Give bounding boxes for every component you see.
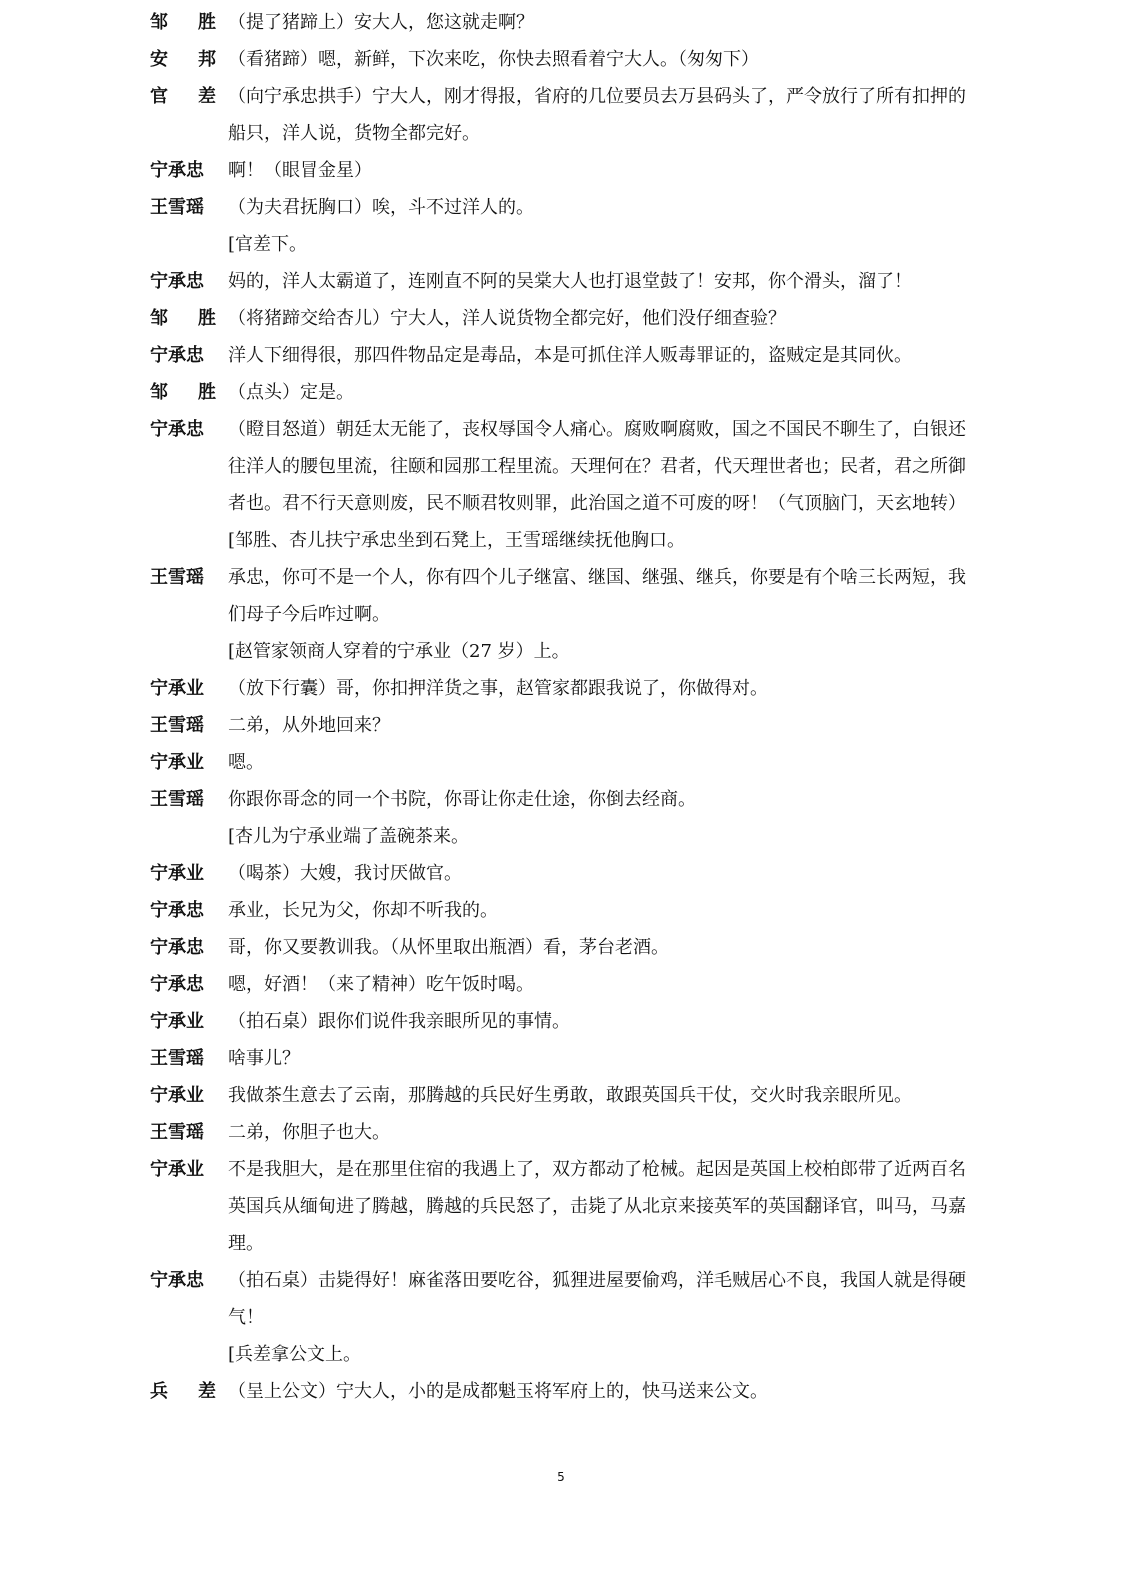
dialogue-line [150,559,970,633]
dialogue-line [150,1151,970,1262]
speaker-name-part: 邹 [150,382,168,403]
speaker-name [150,41,228,78]
speaker-name [150,744,228,781]
dialogue-text: （看猪蹄）嗯，新鲜，下次来吃，你快去照看着宁大人。（匆匆下） [228,49,759,70]
dialogue-text: （为夫君抚胸口）唉，斗不过洋人的。 [228,197,534,218]
dialogue-text: （将猪蹄交给杏儿）宁大人，洋人说货物全都完好，他们没仔细查验？ [228,308,786,329]
speaker-name-part: 宁承业 [150,1011,204,1032]
dialogue-text: （喝茶）大嫂，我讨厌做官。 [228,863,462,884]
dialogue-line [150,781,970,818]
speaker-name [150,966,228,1003]
speaker-name [150,300,228,337]
dialogue-text: （点头）定是。 [228,382,354,403]
dialogue-text: 二弟，你胆子也大。 [228,1122,390,1143]
dialogue-line [150,670,970,707]
dialogue-line [150,744,970,781]
speaker-name [150,1114,228,1151]
dialogue-line [150,1003,970,1040]
speaker-name-part: 王雪瑶 [150,567,204,588]
speaker-name [150,1003,228,1040]
dialogue-text: 二弟，从外地回来？ [228,715,390,736]
dialogue-line [150,966,970,1003]
dialogue-text: （呈上公文）宁大人，小的是成都魁玉将军府上的，快马送来公文。 [228,1381,768,1402]
dialogue-text: 嗯。 [228,752,264,773]
dialogue-line [150,411,970,522]
speaker-name-part: 宁承忠 [150,271,204,292]
dialogue-line [150,152,970,189]
dialogue-line [150,1040,970,1077]
speaker-name [150,263,228,300]
dialogue-line [150,300,970,337]
speaker-name-part: 胜 [198,308,216,329]
dialogue-line [150,189,970,226]
speaker-name [150,1077,228,1114]
speaker-name [150,189,228,226]
dialogue-line [150,1077,970,1114]
speaker-name-part: 王雪瑶 [150,789,204,810]
speaker-name [150,929,228,966]
dialogue-line [150,374,970,411]
speaker-name-part: 邹 [150,12,168,33]
speaker-name [150,374,228,411]
dialogue-line [150,41,970,78]
dialogue-text: （向宁承忠拱手）宁大人，刚才得报，省府的几位要员去万县码头了，严令放行了所有扣押的船只，洋人说，货物全都完好。 [228,86,966,144]
speaker-name-part: 宁承忠 [150,1270,204,1291]
dialogue-text: （瞪目怒道）朝廷太无能了，丧权辱国令人痛心。腐败啊腐败，国之不国民不聊生了，白银还往洋人的腰包里流，往颐和园那工程里流。天理何在？君者，代天理世者也；民者，君之所御者也。君不行天意则废，民不顺君牧则罪，此治国之道不可废的呀！（气顶脑门，天玄地转） [228,419,966,514]
dialogue-text: （拍石桌）击毙得好！麻雀落田要吃谷，狐狸进屋要偷鸡，洋毛贼居心不良，我国人就是得硬气！ [228,1270,966,1328]
dialogue-text: 承忠，你可不是一个人，你有四个儿子继富、继国、继强、继兵，你要是有个啥三长两短，我们母子今后咋过啊。 [228,567,966,625]
speaker-name-part: 王雪瑶 [150,197,204,218]
stage-direction: [赵管家领商人穿着的宁承业（27 岁）上。 [228,641,570,662]
dialogue-text: 啥事儿？ [228,1048,300,1069]
speaker-name [150,1151,228,1188]
dialogue-text: 嗯，好酒！（来了精神）吃午饭时喝。 [228,974,534,995]
dialogue-line [150,855,970,892]
dialogue-text: 哥，你又要教训我。（从怀里取出瓶酒）看，茅台老酒。 [228,937,669,958]
stage-direction: [邹胜、杏儿扶宁承忠坐到石凳上，王雪瑶继续抚他胸口。 [228,530,686,551]
speaker-name-part: 宁承业 [150,752,204,773]
speaker-name-part: 邦 [198,49,216,70]
speaker-name-part: 王雪瑶 [150,1122,204,1143]
speaker-name-part: 差 [198,86,216,107]
speaker-name [150,559,228,596]
speaker-name [150,707,228,744]
stage-direction: [兵差拿公文上。 [228,1344,362,1365]
dialogue-text: （提了猪蹄上）安大人，您这就走啊？ [228,12,534,33]
speaker-name-part: 宁承业 [150,678,204,699]
dialogue-text: 承业，长兄为父，你却不听我的。 [228,900,498,921]
stage-direction: [官差下。 [228,234,308,255]
stage-direction: [杏儿为宁承业端了盖碗茶来。 [228,826,470,847]
speaker-name [150,781,228,818]
speaker-name-part: 邹 [150,308,168,329]
speaker-name-part: 宁承业 [150,863,204,884]
dialogue-text: 洋人下细得很，那四件物品定是毒品，本是可抓住洋人贩毒罪证的，盗贼定是其同伙。 [228,345,912,366]
speaker-name-part: 宁承忠 [150,937,204,958]
speaker-name [150,4,228,41]
speaker-name-part: 胜 [198,382,216,403]
speaker-name [150,855,228,892]
dialogue-line [150,1262,970,1336]
speaker-name [150,78,228,115]
script-body [150,4,970,1410]
speaker-name [150,337,228,374]
speaker-name-part: 胜 [198,12,216,33]
speaker-name [150,411,228,448]
dialogue-text: 你跟你哥念的同一个书院，你哥让你走仕途，你倒去经商。 [228,789,696,810]
dialogue-text: （放下行囊）哥，你扣押洋货之事，赵管家都跟我说了，你做得对。 [228,678,768,699]
speaker-name-part: 宁承忠 [150,419,204,440]
speaker-name [150,152,228,189]
dialogue-text: 啊！（眼冒金星） [228,160,372,181]
speaker-name-part: 官 [150,86,168,107]
speaker-name-part: 宁承忠 [150,345,204,366]
speaker-name-part: 王雪瑶 [150,715,204,736]
speaker-name-part: 宁承忠 [150,974,204,995]
dialogue-line [150,4,970,41]
dialogue-line [150,263,970,300]
speaker-name [150,1373,228,1410]
speaker-name-part: 宁承业 [150,1085,204,1106]
dialogue-line [150,337,970,374]
speaker-name-part: 宁承业 [150,1159,204,1180]
speaker-name [150,1262,228,1299]
speaker-name [150,892,228,929]
speaker-name-part: 兵 [150,1381,168,1402]
speaker-name-part: 王雪瑶 [150,1048,204,1069]
speaker-name [150,670,228,707]
dialogue-text: 妈的，洋人太霸道了，连刚直不阿的吴棠大人也打退堂鼓了！安邦，你个滑头，溜了！ [228,271,912,292]
dialogue-line [150,1114,970,1151]
speaker-name-part: 安 [150,49,168,70]
dialogue-line [150,78,970,152]
speaker-name-part: 宁承忠 [150,160,204,181]
dialogue-line [150,929,970,966]
page-number: 5 [557,1470,565,1484]
dialogue-text: （拍石桌）跟你们说件我亲眼所见的事情。 [228,1011,570,1032]
dialogue-line [150,892,970,929]
speaker-name [150,1040,228,1077]
dialogue-line [150,707,970,744]
dialogue-text: 不是我胆大，是在那里住宿的我遇上了，双方都动了枪械。起因是英国上校柏郎带了近两百名英国兵从缅甸进了腾越，腾越的兵民怒了，击毙了从北京来接英军的英国翻译官，叫马，马嘉理。 [228,1159,966,1254]
speaker-name-part: 宁承忠 [150,900,204,921]
dialogue-text: 我做茶生意去了云南，那腾越的兵民好生勇敢，敢跟英国兵干仗，交火时我亲眼所见。 [228,1085,912,1106]
dialogue-line [150,1373,970,1410]
speaker-name-part: 差 [198,1381,216,1402]
